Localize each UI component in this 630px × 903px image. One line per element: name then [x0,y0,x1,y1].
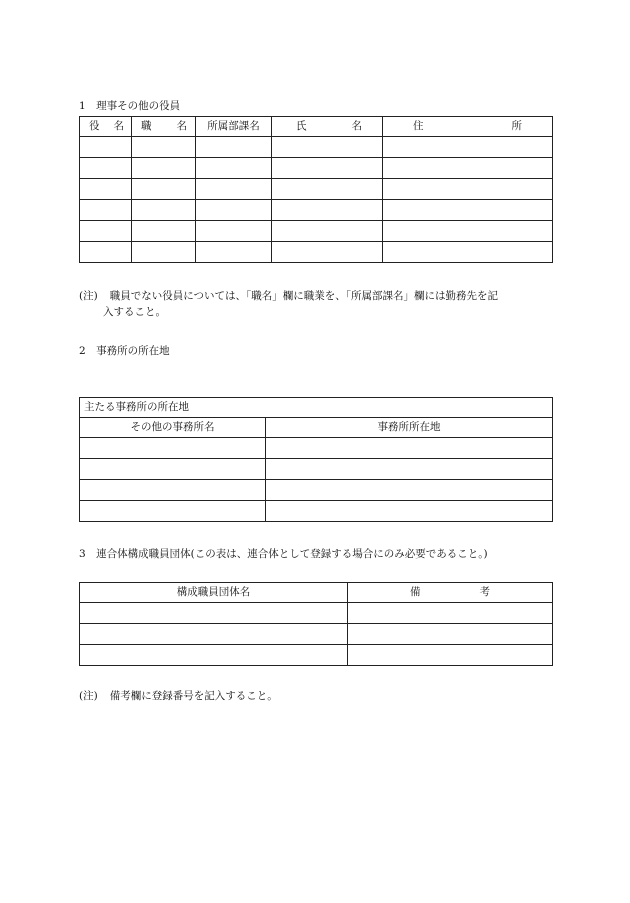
member-unions-header-row [80,583,553,603]
table-row [80,242,553,263]
section1-note [79,288,559,320]
section2-heading: 2 事務所の所在地 [79,345,170,357]
table-row [80,624,553,645]
table-row [80,501,553,522]
col-remarks: 備 考 [348,583,553,603]
table-row [80,459,553,480]
officers-table [79,116,553,263]
col-office-location: 事務所所在地 [266,418,553,438]
table-row [80,438,553,459]
col-title: 職 名 [132,117,196,137]
table-row [80,158,553,179]
main-office-row [80,398,553,418]
table-row [80,179,553,200]
offices-table [79,397,553,522]
section1-heading: 1 理事その他の役員 [79,100,181,112]
col-name: 氏 名 [272,117,383,137]
table-row [80,221,553,242]
col-role: 役 名 [80,117,132,137]
col-department: 所属部課名 [196,117,272,137]
table-row [80,480,553,501]
col-union-name: 構成職員団体名 [80,583,348,603]
note-line2: 入すること。 [103,306,166,318]
table-row [80,603,553,624]
officers-header-row [80,117,553,137]
table-row [80,645,553,666]
note-text: 備考欄に登録番号を記入すること。 [109,690,278,702]
note-prefix: (注) [79,290,98,302]
table-row [80,137,553,158]
note-prefix: (注) [79,690,98,702]
section3-heading: 3 連合体構成職員団体(この表は、連合体として登録する場合にのみ必要であること。) [79,548,488,560]
col-address: 住 所 [383,117,553,137]
main-office-label: 主たる事務所の所在地 [80,398,553,418]
member-unions-table [79,582,553,666]
note-line1: 職員でない役員については、「職名」欄に職業を、「所属部課名」欄には勤務先を記 [109,290,498,302]
table-row [80,200,553,221]
col-other-office: その他の事務所名 [80,418,266,438]
offices-header-row [80,418,553,438]
section3-note [79,688,278,704]
